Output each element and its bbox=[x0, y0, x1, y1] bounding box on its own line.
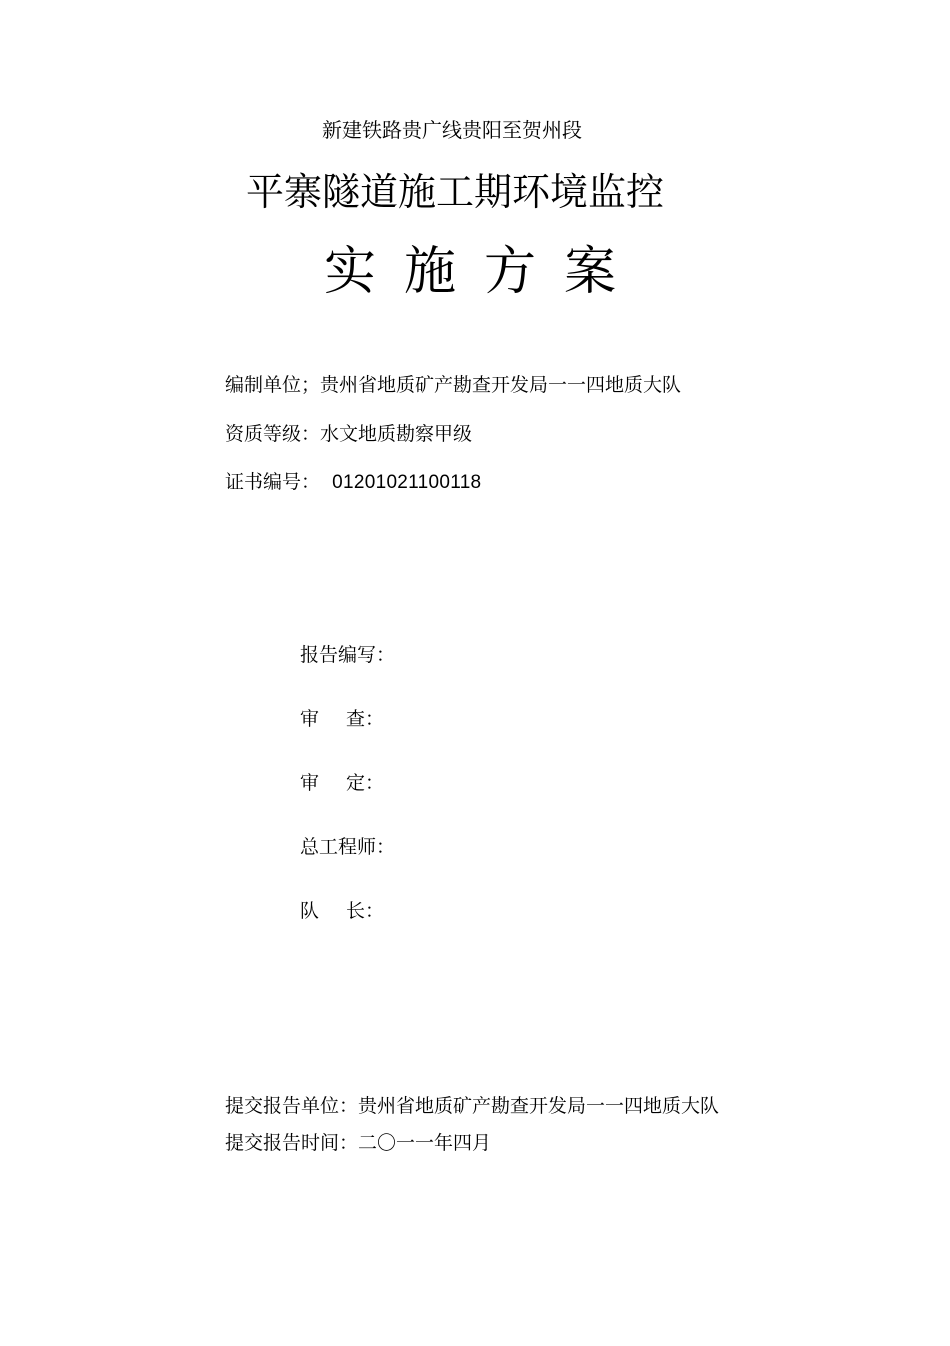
qualification-label: 资质等级： bbox=[225, 423, 321, 445]
document-title: 平寨隧道施工期环境监控 bbox=[245, 170, 664, 214]
approve-label-a: 审 bbox=[300, 772, 320, 794]
doc-type-char: 案 bbox=[564, 242, 617, 302]
submit-unit-line bbox=[225, 1093, 719, 1119]
doc-type-char: 方 bbox=[484, 242, 537, 302]
submit-unit-label: 提交报告单位： bbox=[225, 1095, 359, 1117]
submit-time-label: 提交报告时间： bbox=[225, 1132, 359, 1154]
writer-label: 报告编写： bbox=[300, 644, 396, 666]
submit-time-line bbox=[225, 1130, 491, 1156]
certificate-line bbox=[225, 469, 481, 496]
signature-review bbox=[300, 706, 384, 732]
approve-label-b: 定： bbox=[345, 772, 384, 794]
compiling-unit-value: 贵州省地质矿产勘查开发局一一四地质大队 bbox=[320, 374, 682, 396]
signature-chief-engineer bbox=[300, 834, 395, 860]
review-label-b: 查： bbox=[345, 708, 384, 730]
certificate-label: 证书编号： bbox=[225, 471, 321, 493]
project-subtitle: 新建铁路贵广线贵阳至贺州段 bbox=[322, 118, 582, 142]
signature-approve bbox=[300, 770, 384, 796]
leader-label-b: 长： bbox=[345, 900, 384, 922]
chief-engineer-label: 总工程师： bbox=[300, 836, 396, 858]
certificate-number: 01201021100118 bbox=[332, 472, 482, 493]
qualification-value: 水文地质勘察甲级 bbox=[320, 423, 473, 445]
qualification-line bbox=[225, 421, 472, 447]
review-label-a: 审 bbox=[300, 708, 320, 730]
signature-writer bbox=[300, 642, 395, 668]
doc-type-char: 实 bbox=[323, 242, 376, 302]
document-type bbox=[0, 240, 940, 304]
submit-time-value: 二〇一一年四月 bbox=[358, 1132, 492, 1154]
compiling-unit-line bbox=[225, 372, 681, 398]
compiling-unit-label: 编制单位； bbox=[225, 374, 321, 396]
doc-type-char: 施 bbox=[403, 242, 456, 302]
leader-label-a: 队 bbox=[300, 900, 320, 922]
signature-leader bbox=[300, 898, 384, 924]
submit-unit-value: 贵州省地质矿产勘查开发局一一四地质大队 bbox=[358, 1095, 720, 1117]
